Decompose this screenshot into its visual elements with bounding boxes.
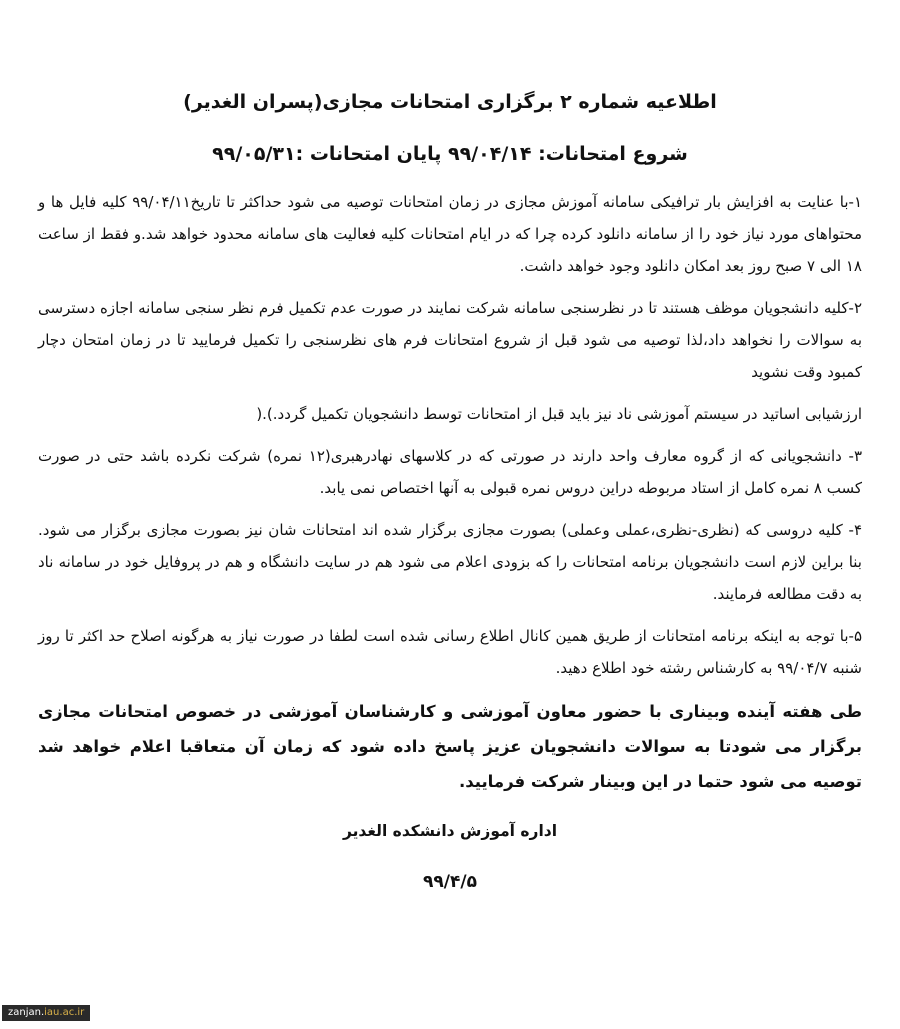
- watermark-domain: iau.ac.ir: [44, 1007, 85, 1018]
- paragraph-webinar: طی هفته آینده وبیناری با حضور معاون آموزشی و کارشناسان آموزشی در خصوص امتحانات مجازی برگزار می شودتا به سوالات دانشجویان عزیز پاسخ داده شود که زمان آن متعاقبا اعلام خواهد شد توصیه می شود حتما در این وبینار شرکت فرمایید.: [38, 702, 862, 791]
- signature-office: اداره آموزش دانشکده الغدیر: [342, 822, 558, 840]
- paragraph-download-deadline: ۱-با عنایت به افزایش بار ترافیکی سامانه آموزش مجازی در زمان امتحانات توصیه می شود حداکثر تا تاریخ۹۹/۰۴/۱۱ کلیه فایل ها و محتواهای مورد نیاز خود را از سامانه دانلود کرده چرا که در ایام امتحانات کلیه فعالیت های سامانه محدود خواهد شد.و فقط از ساعت ۱۸ الی ۷ صبح روز بعد امکان دانلود وجود خواهد داشت.: [38, 193, 862, 275]
- site-watermark: [2, 1005, 90, 1021]
- paragraph-virtual-courses: ۴- کلیه دروسی که (نظری-نظری،عملی وعملی) بصورت مجازی برگزار شده اند امتحانات شان نیز بصورت مجازی برگزار می شود. بنا براین لازم است دانشجویان برنامه امتحانات را که بزودی اعلام می شود هم در سایت دانشگاه و هم در پروفایل خود در سامانه ناد به دقت مطالعه فرمایند.: [38, 521, 862, 603]
- paragraph-professor-evaluation: ارزشیابی اساتید در سیستم آموزشی ناد نیز باید قبل از امتحانات توسط دانشجویان تکمیل گردد.).(: [256, 405, 862, 423]
- paragraph-maaref-group: ۳- دانشجویانی که از گروه معارف واحد دارند در صورتی که در کلاسهای نهادرهبری(۱۲ نمره) شرکت نکرده باشد حتی در صورت کسب ۸ نمره کامل از استاد مربوطه دراین دروس نمره قبولی به آنها اختصاص نمی یابد.: [38, 447, 862, 497]
- notice-title: اطلاعیه شماره ۲ برگزاری امتحانات مجازی(پسران الغدیر): [183, 91, 717, 113]
- paragraph-schedule-correction: ۵-با توجه به اینکه برنامه امتحانات از طریق همین کانال اطلاع رسانی شده است لطفا در صورت نیاز به هرگونه اصلاح حد اکثر تا روز شنبه ۹۹/۰۴/۷ به کارشناس رشته خود اطلاع دهید.: [38, 627, 862, 677]
- notice-date: ۹۹/۴/۵: [423, 872, 477, 892]
- exam-dates: شروع امتحانات: ۹۹/۰۴/۱۴ پایان امتحانات :۹۹/۰۵/۳۱: [212, 143, 688, 165]
- paragraph-survey: ۲-کلیه دانشجویان موظف هستند تا در نظرسنجی سامانه شرکت نمایند در صورت عدم تکمیل فرم نظر سنجی سامانه اجازه دسترسی به سوالات را نخواهد داد،لذا توصیه می شود قبل از شروع امتحانات فرم های نظرسنجی را تکمیل فرمایید تا در زمان امتحان دچار کمبود وقت نشوید: [38, 299, 862, 381]
- notice-document: [38, 82, 862, 899]
- watermark-prefix: zanjan.: [8, 1007, 45, 1018]
